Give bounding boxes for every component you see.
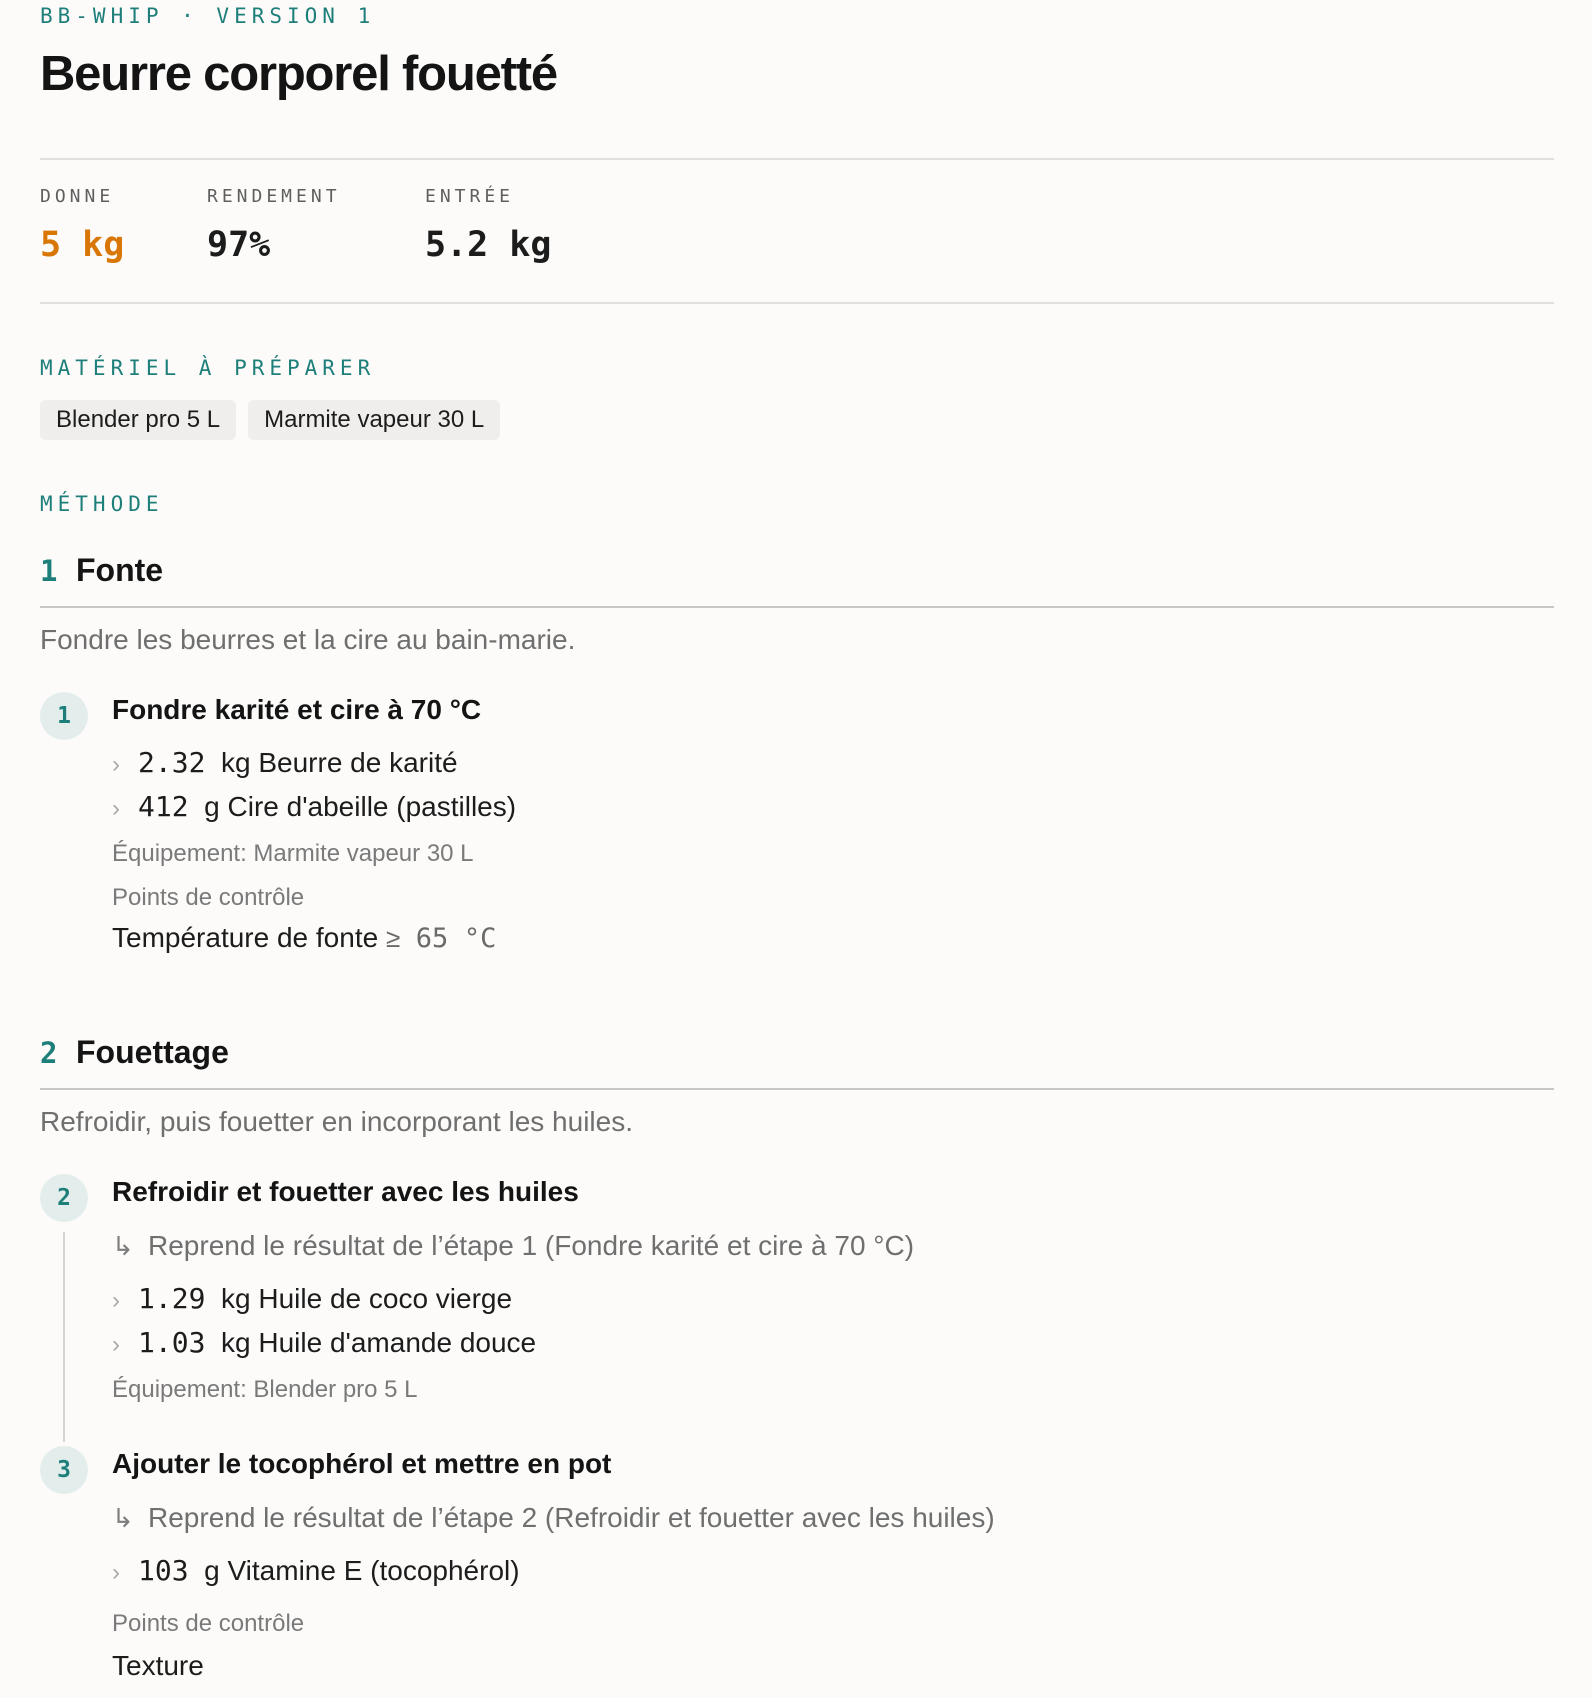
stat-value: 5.2 kg: [425, 225, 552, 265]
return-arrow-icon: ↳: [112, 1231, 134, 1261]
ingredient-unit: kg: [221, 1327, 251, 1358]
checkpoint-row: [112, 922, 496, 954]
chevron-right-icon: ›: [112, 1287, 120, 1314]
stat-value: 5 kg: [40, 225, 125, 265]
materials-heading: MATÉRIEL À PRÉPARER: [40, 356, 376, 380]
stat-label: RENDEMENT: [207, 186, 341, 207]
checkpoint-operator: ≥: [385, 923, 401, 953]
checkpoint-unit: °C: [463, 923, 497, 954]
recipe-code: BB-WHIP · VERSION 1: [40, 4, 376, 28]
ingredient-qty: 1.29: [138, 1282, 206, 1315]
divider: [40, 302, 1554, 304]
ingredient-unit: g: [204, 791, 220, 822]
checkpoint-name: Texture: [112, 1650, 204, 1681]
ingredient-name: Huile de coco vierge: [258, 1283, 513, 1314]
chevron-right-icon: ›: [112, 751, 120, 778]
ingredient-qty: 412: [138, 790, 189, 823]
divider: [40, 606, 1554, 608]
stat-label: DONNE: [40, 186, 115, 207]
chevron-right-icon: ›: [112, 1331, 120, 1358]
ingredient-name: Beurre de karité: [258, 747, 458, 778]
chevron-right-icon: ›: [112, 1559, 120, 1586]
step-title: Refroidir et fouetter avec les huiles: [112, 1176, 579, 1207]
ingredient-name: Vitamine E (tocophérol): [227, 1555, 520, 1586]
equipment-note: Équipement: Blender pro 5 L: [112, 1376, 418, 1403]
step-connector-line: [63, 1232, 65, 1442]
divider: [40, 158, 1554, 160]
ingredient-row: [112, 746, 458, 779]
ingredient-qty: 1.03: [138, 1326, 206, 1359]
phase-name: Fouettage: [76, 1034, 229, 1070]
method-heading: MÉTHODE: [40, 492, 164, 516]
ingredient-qty: 103: [138, 1554, 189, 1587]
checkpoints-label: Points de contrôle: [112, 884, 305, 911]
ingredient-row: [112, 790, 516, 823]
phase-description: Fondre les beurres et la cire au bain-marie.: [40, 624, 576, 655]
ingredient-qty: 2.32: [138, 746, 206, 779]
ingredient-name: Huile d'amande douce: [258, 1327, 537, 1358]
step-title: Ajouter le tocophérol et mettre en pot: [112, 1448, 612, 1479]
phase-header: [40, 552, 1554, 589]
step-number-badge: 2: [40, 1174, 88, 1222]
stat-input: [425, 186, 551, 265]
checkpoint-name: Température de fonte: [112, 922, 379, 953]
step-number-badge: 1: [40, 692, 88, 740]
material-chip: Blender pro 5 L: [40, 400, 236, 440]
phase-name: Fonte: [76, 552, 164, 588]
phase-number: 1: [40, 554, 58, 588]
return-arrow-icon: ↳: [112, 1503, 134, 1533]
reference-text: Reprend le résultat de l’étape 1 (Fondre karité et cire à 70 °C): [148, 1230, 915, 1261]
ingredient-unit: kg: [221, 1283, 251, 1314]
reference-row: [112, 1230, 914, 1262]
step-number-badge: 3: [40, 1446, 88, 1494]
phase-header: [40, 1034, 1554, 1071]
divider: [40, 1088, 1554, 1090]
ingredient-row: [112, 1326, 536, 1359]
phase-description: Refroidir, puis fouetter en incorporant les huiles.: [40, 1106, 633, 1137]
ingredient-name: Cire d'abeille (pastilles): [227, 791, 517, 822]
phase-number: 2: [40, 1036, 58, 1070]
step-title: Fondre karité et cire à 70 °C: [112, 694, 482, 725]
ingredient-row: [112, 1282, 512, 1315]
ingredient-row: [112, 1554, 520, 1587]
stat-yield: [40, 186, 124, 265]
reference-text: Reprend le résultat de l’étape 2 (Refroidir et fouetter avec les huiles): [148, 1502, 995, 1533]
ingredient-unit: g: [204, 1555, 220, 1586]
equipment-note: Équipement: Marmite vapeur 30 L: [112, 840, 474, 867]
checkpoints-label: Points de contrôle: [112, 1610, 305, 1637]
reference-row: [112, 1502, 995, 1534]
stat-value: 97%: [207, 225, 271, 265]
page-title: Beurre corporel fouetté: [40, 47, 557, 101]
chevron-right-icon: ›: [112, 795, 120, 822]
ingredient-unit: kg: [221, 747, 251, 778]
material-chip: Marmite vapeur 30 L: [248, 400, 500, 440]
stat-label: ENTRÉE: [425, 186, 515, 207]
materials-list: [40, 400, 500, 440]
checkpoint-value: 65: [415, 923, 449, 954]
stat-efficiency: [207, 186, 341, 265]
